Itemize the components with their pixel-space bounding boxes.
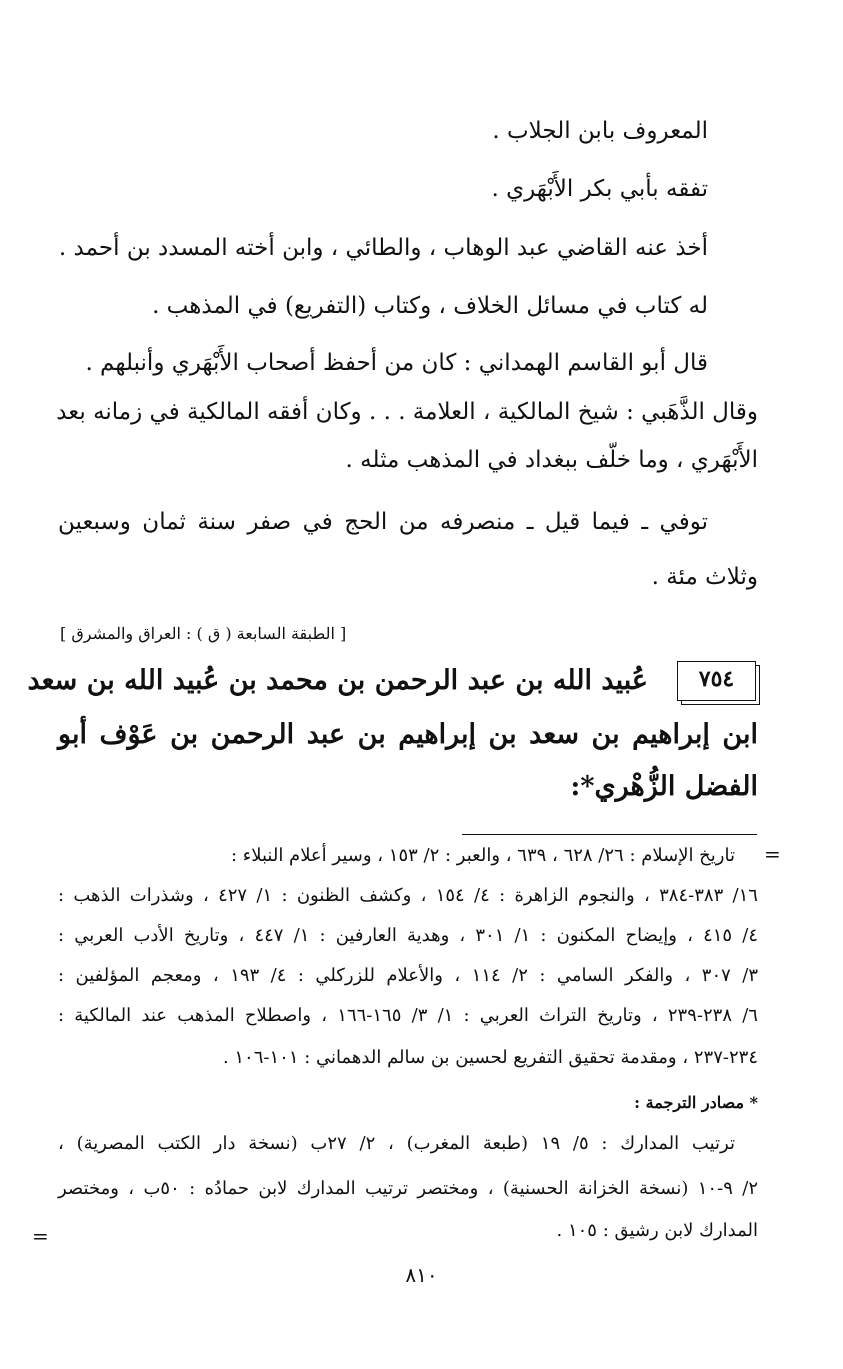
footnote-line-1: تاريخ الإسلام : ٢٦/ ٦٢٨ ، ٦٣٩ ، والعبر : ٢/ ١٥٣ ، وسير أعلام النبلاء : (230, 845, 735, 866)
footnote-continuation-marker: = (764, 842, 781, 866)
body-line-3: أخذ عنه القاضي عبد الوهاب ، والطائي ، وابن أخته المسدد بن أحمد . (58, 235, 708, 261)
footnote-line-6: ٢٣٤-٢٣٧ ، ومقدمة تحقيق التفريع لحسين بن سالم الدهماني : ١٠١-١٠٦ . (222, 1047, 758, 1068)
sources-line-1: ترتيب المدارك : ٥/ ١٩ (طبعة المغرب) ، ٢/ ٢٧ب (نسخة دار الكتب المصرية) ، (58, 1133, 735, 1154)
footnote-line-5: ٦/ ٢٣٨-٢٣٩ ، وتاريخ التراث العربي : ١/ ٣/ ١٦٥-١٦٦ ، واصطلاح المذهب عند المالكية : (58, 1005, 758, 1026)
entry-title-line-3: الفضل الزُّهْري*: (570, 771, 758, 802)
footnote-line-4: ٣/ ٣٠٧ ، والفكر السامي : ٢/ ١١٤ ، والأعلام للزركلي : ٤/ ١٩٣ ، ومعجم المؤلفين : (58, 965, 758, 986)
body-line-5: قال أبو القاسم الهمداني : كان من أحفظ أصحاب الأَبْهَري وأنبلهم . (85, 350, 708, 376)
entry-title-line-1: عُبيد الله بن عبد الرحمن بن محمد بن عُبيد الله بن سعد (27, 665, 648, 696)
entry-title-line-2: ابن إبراهيم بن سعد بن إبراهيم بن عبد الرحمن بن عَوْف أبو (58, 719, 758, 750)
footnote-continuation-marker-left: = (32, 1224, 49, 1248)
body-line-1: المعروف بابن الجلاب . (492, 118, 708, 144)
page-number: ٨١٠ (405, 1263, 438, 1287)
entry-number-box (677, 661, 756, 701)
sources-line-2: ٢/ ٩-١٠ (نسخة الخزانة الحسنية) ، ومختصر ترتيب المدارك لابن حمادُه : ٥٠ب ، ومختصر (58, 1178, 758, 1199)
sources-line-3: المدارك لابن رشيق : ١٠٥ . (556, 1220, 758, 1241)
body-line-7: الأَبْهَري ، وما خلّف ببغداد في المذهب مثله . (345, 447, 758, 473)
body-line-4: له كتاب في مسائل الخلاف ، وكتاب (التفريع) في المذهب . (152, 293, 708, 319)
section-heading: [ الطبقة السابعة ( ق ) : العراق والمشرق ] (60, 624, 347, 643)
footnote-divider (462, 834, 757, 835)
sources-heading: * مصادر الترجمة : (634, 1093, 758, 1112)
body-line-9: وثلاث مئة . (651, 564, 758, 590)
footnote-line-2: ١٦/ ٣٨٣-٣٨٤ ، والنجوم الزاهرة : ٤/ ١٥٤ ، وكشف الظنون : ١/ ٤٢٧ ، وشذرات الذهب : (58, 885, 758, 906)
entry-number: ٧٥٤ (698, 666, 735, 692)
footnote-line-3: ٤/ ٤١٥ ، وإيضاح المكنون : ١/ ٣٠١ ، وهدية العارفين : ١/ ٤٤٧ ، وتاريخ الأدب العربي : (58, 925, 758, 946)
body-line-6: وقال الذَّهَبي : شيخ المالكية ، العلامة . . . وكان أفقه المالكية في زمانه بعد (56, 399, 758, 425)
body-line-2: تفقه بأبي بكر الأَبْهَري . (491, 176, 708, 202)
body-line-8: توفي ـ فيما قيل ـ منصرفه من الحج في صفر سنة ثمان وسبعين (58, 509, 708, 535)
